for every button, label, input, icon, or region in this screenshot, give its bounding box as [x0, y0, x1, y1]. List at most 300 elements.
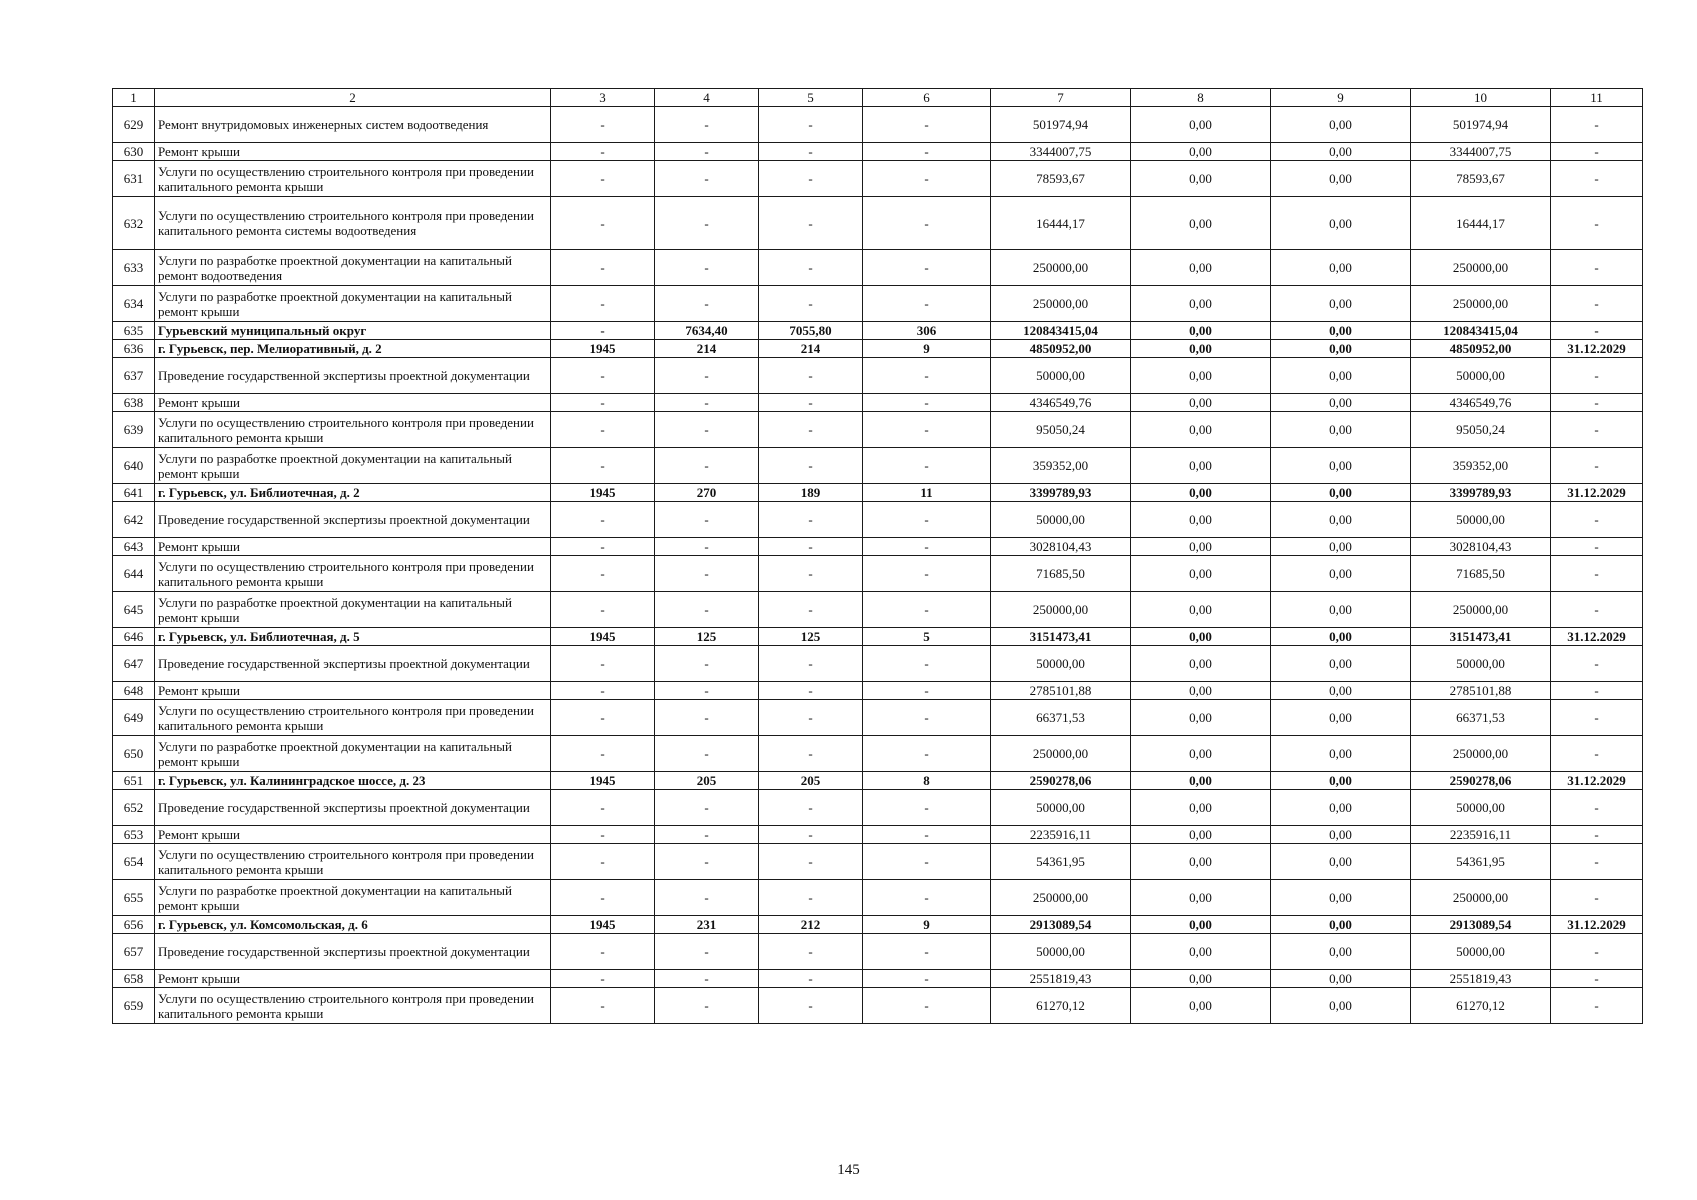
budget-cost-cell: 0,00 — [1271, 538, 1411, 556]
row-number-cell: 654 — [113, 844, 155, 880]
deadline-cell: - — [1551, 161, 1643, 197]
column-header: 9 — [1271, 89, 1411, 107]
total-cost-cell: 250000,00 — [991, 592, 1131, 628]
year-cell: - — [551, 448, 655, 484]
row-number-cell: 641 — [113, 484, 155, 502]
row-number-cell: 630 — [113, 143, 155, 161]
residents-cell: - — [863, 880, 991, 916]
year-cell: - — [551, 736, 655, 772]
residents-cell: - — [863, 592, 991, 628]
table-row — [113, 682, 1643, 700]
budget-cost-cell: 0,00 — [1271, 358, 1411, 394]
area-living-cell: - — [759, 412, 863, 448]
table-row — [113, 107, 1643, 143]
fund-cost-cell: 0,00 — [1131, 394, 1271, 412]
deadline-cell: - — [1551, 682, 1643, 700]
column-header: 8 — [1131, 89, 1271, 107]
fund-cost-cell: 0,00 — [1131, 322, 1271, 340]
row-number-cell: 645 — [113, 592, 155, 628]
row-number-cell: 638 — [113, 394, 155, 412]
total-cost-cell: 95050,24 — [991, 412, 1131, 448]
area-total-cell: - — [655, 358, 759, 394]
owners-cost-cell: 2235916,11 — [1411, 826, 1551, 844]
area-total-cell: - — [655, 143, 759, 161]
item-name-cell: Услуги по осуществлению строительного контроля при проведении капитального ремонта крыши — [155, 412, 551, 448]
row-number-cell: 637 — [113, 358, 155, 394]
total-cost-cell: 3028104,43 — [991, 538, 1131, 556]
owners-cost-cell: 3028104,43 — [1411, 538, 1551, 556]
total-cost-cell: 50000,00 — [991, 934, 1131, 970]
year-cell: - — [551, 592, 655, 628]
residents-cell: - — [863, 412, 991, 448]
table-row — [113, 286, 1643, 322]
table-row — [113, 970, 1643, 988]
table-row — [113, 934, 1643, 970]
residents-cell: - — [863, 700, 991, 736]
owners-cost-cell: 250000,00 — [1411, 736, 1551, 772]
residents-cell: - — [863, 970, 991, 988]
item-name-cell: Ремонт крыши — [155, 970, 551, 988]
row-number-cell: 631 — [113, 161, 155, 197]
area-living-cell: - — [759, 988, 863, 1024]
area-total-cell: - — [655, 736, 759, 772]
area-living-cell: - — [759, 934, 863, 970]
row-number-cell: 643 — [113, 538, 155, 556]
item-name-cell: Ремонт крыши — [155, 394, 551, 412]
owners-cost-cell: 3344007,75 — [1411, 143, 1551, 161]
table-row — [113, 394, 1643, 412]
year-cell: - — [551, 646, 655, 682]
row-number-cell: 642 — [113, 502, 155, 538]
item-name-cell: Ремонт крыши — [155, 682, 551, 700]
fund-cost-cell: 0,00 — [1131, 700, 1271, 736]
item-name-cell: Услуги по разработке проектной документации на капитальный ремонт крыши — [155, 448, 551, 484]
deadline-cell: - — [1551, 322, 1643, 340]
address-row — [113, 628, 1643, 646]
total-cost-cell: 4850952,00 — [991, 340, 1131, 358]
fund-cost-cell: 0,00 — [1131, 250, 1271, 286]
deadline-cell: - — [1551, 448, 1643, 484]
year-cell: - — [551, 107, 655, 143]
budget-cost-cell: 0,00 — [1271, 790, 1411, 826]
area-living-cell: - — [759, 736, 863, 772]
deadline-cell: - — [1551, 970, 1643, 988]
table-row — [113, 790, 1643, 826]
fund-cost-cell: 0,00 — [1131, 826, 1271, 844]
deadline-cell: - — [1551, 844, 1643, 880]
residents-cell: 5 — [863, 628, 991, 646]
item-name-cell: Услуги по осуществлению строительного контроля при проведении капитального ремонта крыши — [155, 700, 551, 736]
fund-cost-cell: 0,00 — [1131, 143, 1271, 161]
area-total-cell: 7634,40 — [655, 322, 759, 340]
area-living-cell: - — [759, 358, 863, 394]
residents-cell: - — [863, 682, 991, 700]
table-row — [113, 448, 1643, 484]
budget-cost-cell: 0,00 — [1271, 844, 1411, 880]
area-total-cell: - — [655, 161, 759, 197]
year-cell: - — [551, 161, 655, 197]
deadline-cell: - — [1551, 790, 1643, 826]
area-living-cell: - — [759, 538, 863, 556]
residents-cell: - — [863, 161, 991, 197]
budget-cost-cell: 0,00 — [1271, 916, 1411, 934]
residents-cell: 8 — [863, 772, 991, 790]
item-name-cell: Услуги по осуществлению строительного контроля при проведении капитального ремонта крыши — [155, 556, 551, 592]
deadline-cell: - — [1551, 394, 1643, 412]
area-total-cell: - — [655, 880, 759, 916]
budget-cost-cell: 0,00 — [1271, 592, 1411, 628]
total-cost-cell: 3151473,41 — [991, 628, 1131, 646]
fund-cost-cell: 0,00 — [1131, 628, 1271, 646]
year-cell: - — [551, 358, 655, 394]
deadline-cell: 31.12.2029 — [1551, 340, 1643, 358]
deadline-cell: - — [1551, 107, 1643, 143]
item-name-cell: Ремонт крыши — [155, 143, 551, 161]
fund-cost-cell: 0,00 — [1131, 448, 1271, 484]
budget-cost-cell: 0,00 — [1271, 107, 1411, 143]
budget-cost-cell: 0,00 — [1271, 143, 1411, 161]
owners-cost-cell: 66371,53 — [1411, 700, 1551, 736]
item-name-cell: Ремонт крыши — [155, 538, 551, 556]
total-cost-cell: 2913089,54 — [991, 916, 1131, 934]
row-number-cell: 657 — [113, 934, 155, 970]
column-header: 10 — [1411, 89, 1551, 107]
area-living-cell: - — [759, 970, 863, 988]
area-total-cell: - — [655, 107, 759, 143]
year-cell: 1945 — [551, 772, 655, 790]
owners-cost-cell: 2913089,54 — [1411, 916, 1551, 934]
year-cell: - — [551, 538, 655, 556]
area-total-cell: - — [655, 394, 759, 412]
budget-cost-cell: 0,00 — [1271, 394, 1411, 412]
area-living-cell: 189 — [759, 484, 863, 502]
deadline-cell: - — [1551, 143, 1643, 161]
total-cost-cell: 250000,00 — [991, 736, 1131, 772]
item-name-cell: Проведение государственной экспертизы проектной документации — [155, 502, 551, 538]
deadline-cell: - — [1551, 736, 1643, 772]
owners-cost-cell: 2785101,88 — [1411, 682, 1551, 700]
table-row — [113, 988, 1643, 1024]
area-living-cell: - — [759, 880, 863, 916]
fund-cost-cell: 0,00 — [1131, 502, 1271, 538]
fund-cost-cell: 0,00 — [1131, 916, 1271, 934]
area-total-cell: - — [655, 592, 759, 628]
owners-cost-cell: 54361,95 — [1411, 844, 1551, 880]
year-cell: - — [551, 412, 655, 448]
item-name-cell: Услуги по разработке проектной документации на капитальный ремонт крыши — [155, 286, 551, 322]
total-cost-cell: 120843415,04 — [991, 322, 1131, 340]
column-header: 2 — [155, 89, 551, 107]
item-name-cell: Проведение государственной экспертизы проектной документации — [155, 646, 551, 682]
total-cost-cell: 4346549,76 — [991, 394, 1131, 412]
area-total-cell: - — [655, 682, 759, 700]
address-row — [113, 484, 1643, 502]
area-total-cell: - — [655, 790, 759, 826]
item-name-cell: Услуги по осуществлению строительного контроля при проведении капитального ремонта системы водоотведения — [155, 197, 551, 250]
budget-cost-cell: 0,00 — [1271, 826, 1411, 844]
owners-cost-cell: 50000,00 — [1411, 934, 1551, 970]
row-number-cell: 652 — [113, 790, 155, 826]
total-cost-cell: 50000,00 — [991, 646, 1131, 682]
fund-cost-cell: 0,00 — [1131, 538, 1271, 556]
area-total-cell: - — [655, 970, 759, 988]
total-cost-cell: 50000,00 — [991, 790, 1131, 826]
row-number-cell: 629 — [113, 107, 155, 143]
total-cost-cell: 3344007,75 — [991, 143, 1131, 161]
year-cell: - — [551, 286, 655, 322]
area-total-cell: 270 — [655, 484, 759, 502]
residents-cell: - — [863, 538, 991, 556]
item-name-cell: Гурьевский муниципальный округ — [155, 322, 551, 340]
year-cell: - — [551, 394, 655, 412]
residents-cell: - — [863, 107, 991, 143]
area-living-cell: - — [759, 107, 863, 143]
budget-cost-cell: 0,00 — [1271, 161, 1411, 197]
row-number-cell: 639 — [113, 412, 155, 448]
budget-cost-cell: 0,00 — [1271, 736, 1411, 772]
owners-cost-cell: 16444,17 — [1411, 197, 1551, 250]
year-cell: 1945 — [551, 628, 655, 646]
owners-cost-cell: 359352,00 — [1411, 448, 1551, 484]
fund-cost-cell: 0,00 — [1131, 340, 1271, 358]
fund-cost-cell: 0,00 — [1131, 844, 1271, 880]
year-cell: - — [551, 197, 655, 250]
total-cost-cell: 250000,00 — [991, 286, 1131, 322]
deadline-cell: - — [1551, 646, 1643, 682]
total-cost-cell: 250000,00 — [991, 880, 1131, 916]
row-number-cell: 634 — [113, 286, 155, 322]
area-living-cell: 125 — [759, 628, 863, 646]
area-living-cell: - — [759, 448, 863, 484]
residents-cell: - — [863, 844, 991, 880]
page-number: 145 — [837, 1162, 860, 1178]
residents-cell: - — [863, 197, 991, 250]
table-row — [113, 844, 1643, 880]
area-total-cell: 125 — [655, 628, 759, 646]
residents-cell: - — [863, 502, 991, 538]
fund-cost-cell: 0,00 — [1131, 646, 1271, 682]
fund-cost-cell: 0,00 — [1131, 592, 1271, 628]
owners-cost-cell: 4346549,76 — [1411, 394, 1551, 412]
deadline-cell: 31.12.2029 — [1551, 916, 1643, 934]
item-name-cell: Ремонт внутридомовых инженерных систем водоотведения — [155, 107, 551, 143]
area-living-cell: - — [759, 592, 863, 628]
budget-cost-cell: 0,00 — [1271, 484, 1411, 502]
area-living-cell: - — [759, 790, 863, 826]
year-cell: - — [551, 826, 655, 844]
owners-cost-cell: 61270,12 — [1411, 988, 1551, 1024]
deadline-cell: - — [1551, 286, 1643, 322]
item-name-cell: Услуги по разработке проектной документации на капитальный ремонт крыши — [155, 736, 551, 772]
residents-cell: - — [863, 646, 991, 682]
row-number-cell: 635 — [113, 322, 155, 340]
owners-cost-cell: 50000,00 — [1411, 502, 1551, 538]
year-cell: - — [551, 844, 655, 880]
budget-cost-cell: 0,00 — [1271, 988, 1411, 1024]
deadline-cell: - — [1551, 592, 1643, 628]
owners-cost-cell: 250000,00 — [1411, 250, 1551, 286]
owners-cost-cell: 501974,94 — [1411, 107, 1551, 143]
budget-cost-cell: 0,00 — [1271, 682, 1411, 700]
area-total-cell: 231 — [655, 916, 759, 934]
area-total-cell: - — [655, 934, 759, 970]
total-cost-cell: 66371,53 — [991, 700, 1131, 736]
table-row — [113, 143, 1643, 161]
budget-cost-cell: 0,00 — [1271, 772, 1411, 790]
item-name-cell: Услуги по осуществлению строительного контроля при проведении капитального ремонта крыши — [155, 161, 551, 197]
area-living-cell: - — [759, 844, 863, 880]
residents-cell: - — [863, 790, 991, 826]
owners-cost-cell: 4850952,00 — [1411, 340, 1551, 358]
document-sheet — [112, 88, 1642, 1024]
fund-cost-cell: 0,00 — [1131, 790, 1271, 826]
year-cell: - — [551, 556, 655, 592]
deadline-cell: - — [1551, 412, 1643, 448]
column-header: 6 — [863, 89, 991, 107]
row-number-cell: 653 — [113, 826, 155, 844]
year-cell: - — [551, 502, 655, 538]
area-living-cell: - — [759, 143, 863, 161]
budget-cost-cell: 0,00 — [1271, 250, 1411, 286]
item-name-cell: г. Гурьевск, ул. Библиотечная, д. 2 — [155, 484, 551, 502]
budget-cost-cell: 0,00 — [1271, 700, 1411, 736]
address-row — [113, 322, 1643, 340]
deadline-cell: - — [1551, 826, 1643, 844]
year-cell: 1945 — [551, 484, 655, 502]
budget-cost-cell: 0,00 — [1271, 646, 1411, 682]
area-living-cell: - — [759, 556, 863, 592]
table-row — [113, 538, 1643, 556]
total-cost-cell: 16444,17 — [991, 197, 1131, 250]
area-living-cell: - — [759, 286, 863, 322]
fund-cost-cell: 0,00 — [1131, 412, 1271, 448]
fund-cost-cell: 0,00 — [1131, 556, 1271, 592]
deadline-cell: - — [1551, 197, 1643, 250]
item-name-cell: г. Гурьевск, пер. Мелиоративный, д. 2 — [155, 340, 551, 358]
column-header: 4 — [655, 89, 759, 107]
budget-cost-cell: 0,00 — [1271, 197, 1411, 250]
owners-cost-cell: 50000,00 — [1411, 790, 1551, 826]
fund-cost-cell: 0,00 — [1131, 772, 1271, 790]
budget-cost-cell: 0,00 — [1271, 502, 1411, 538]
area-living-cell: - — [759, 826, 863, 844]
deadline-cell: 31.12.2029 — [1551, 772, 1643, 790]
table-row — [113, 250, 1643, 286]
total-cost-cell: 71685,50 — [991, 556, 1131, 592]
item-name-cell: Проведение государственной экспертизы проектной документации — [155, 934, 551, 970]
area-total-cell: - — [655, 448, 759, 484]
owners-cost-cell: 2590278,06 — [1411, 772, 1551, 790]
fund-cost-cell: 0,00 — [1131, 197, 1271, 250]
area-total-cell: - — [655, 556, 759, 592]
budget-cost-cell: 0,00 — [1271, 322, 1411, 340]
area-total-cell: 214 — [655, 340, 759, 358]
table-row — [113, 556, 1643, 592]
table-row — [113, 502, 1643, 538]
year-cell: - — [551, 934, 655, 970]
row-number-cell: 640 — [113, 448, 155, 484]
budget-cost-cell: 0,00 — [1271, 970, 1411, 988]
row-number-cell: 646 — [113, 628, 155, 646]
deadline-cell: - — [1551, 502, 1643, 538]
table-row — [113, 197, 1643, 250]
budget-cost-cell: 0,00 — [1271, 880, 1411, 916]
residents-cell: 11 — [863, 484, 991, 502]
residents-cell: - — [863, 826, 991, 844]
area-total-cell: - — [655, 538, 759, 556]
budget-cost-cell: 0,00 — [1271, 340, 1411, 358]
fund-cost-cell: 0,00 — [1131, 970, 1271, 988]
column-header: 1 — [113, 89, 155, 107]
item-name-cell: Услуги по разработке проектной документации на капитальный ремонт водоотведения — [155, 250, 551, 286]
deadline-cell: - — [1551, 934, 1643, 970]
year-cell: - — [551, 250, 655, 286]
area-total-cell: - — [655, 826, 759, 844]
area-total-cell: - — [655, 844, 759, 880]
total-cost-cell: 50000,00 — [991, 358, 1131, 394]
area-total-cell: - — [655, 412, 759, 448]
column-number-row — [113, 89, 1643, 107]
row-number-cell: 655 — [113, 880, 155, 916]
row-number-cell: 647 — [113, 646, 155, 682]
year-cell: 1945 — [551, 340, 655, 358]
item-name-cell: Проведение государственной экспертизы проектной документации — [155, 790, 551, 826]
budget-cost-cell: 0,00 — [1271, 412, 1411, 448]
year-cell: - — [551, 970, 655, 988]
total-cost-cell: 2785101,88 — [991, 682, 1131, 700]
table-row — [113, 358, 1643, 394]
deadline-cell: - — [1551, 988, 1643, 1024]
fund-cost-cell: 0,00 — [1131, 988, 1271, 1024]
budget-cost-cell: 0,00 — [1271, 286, 1411, 322]
area-living-cell: - — [759, 646, 863, 682]
area-living-cell: - — [759, 161, 863, 197]
residents-cell: - — [863, 394, 991, 412]
fund-cost-cell: 0,00 — [1131, 484, 1271, 502]
total-cost-cell: 54361,95 — [991, 844, 1131, 880]
row-number-cell: 632 — [113, 197, 155, 250]
area-living-cell: 7055,80 — [759, 322, 863, 340]
owners-cost-cell: 50000,00 — [1411, 358, 1551, 394]
residents-cell: - — [863, 448, 991, 484]
area-living-cell: - — [759, 502, 863, 538]
row-number-cell: 658 — [113, 970, 155, 988]
fund-cost-cell: 0,00 — [1131, 161, 1271, 197]
area-living-cell: - — [759, 197, 863, 250]
table-row — [113, 736, 1643, 772]
table-row — [113, 412, 1643, 448]
fund-cost-cell: 0,00 — [1131, 358, 1271, 394]
fund-cost-cell: 0,00 — [1131, 736, 1271, 772]
table-row — [113, 700, 1643, 736]
deadline-cell: 31.12.2029 — [1551, 484, 1643, 502]
table-row — [113, 880, 1643, 916]
owners-cost-cell: 250000,00 — [1411, 880, 1551, 916]
year-cell: - — [551, 682, 655, 700]
total-cost-cell: 501974,94 — [991, 107, 1131, 143]
residents-cell: - — [863, 250, 991, 286]
row-number-cell: 651 — [113, 772, 155, 790]
area-total-cell: - — [655, 700, 759, 736]
area-total-cell: 205 — [655, 772, 759, 790]
address-row — [113, 340, 1643, 358]
total-cost-cell: 2551819,43 — [991, 970, 1131, 988]
deadline-cell: - — [1551, 538, 1643, 556]
area-total-cell: - — [655, 502, 759, 538]
residents-cell: - — [863, 358, 991, 394]
budget-cost-cell: 0,00 — [1271, 934, 1411, 970]
item-name-cell: Услуги по разработке проектной документации на капитальный ремонт крыши — [155, 592, 551, 628]
